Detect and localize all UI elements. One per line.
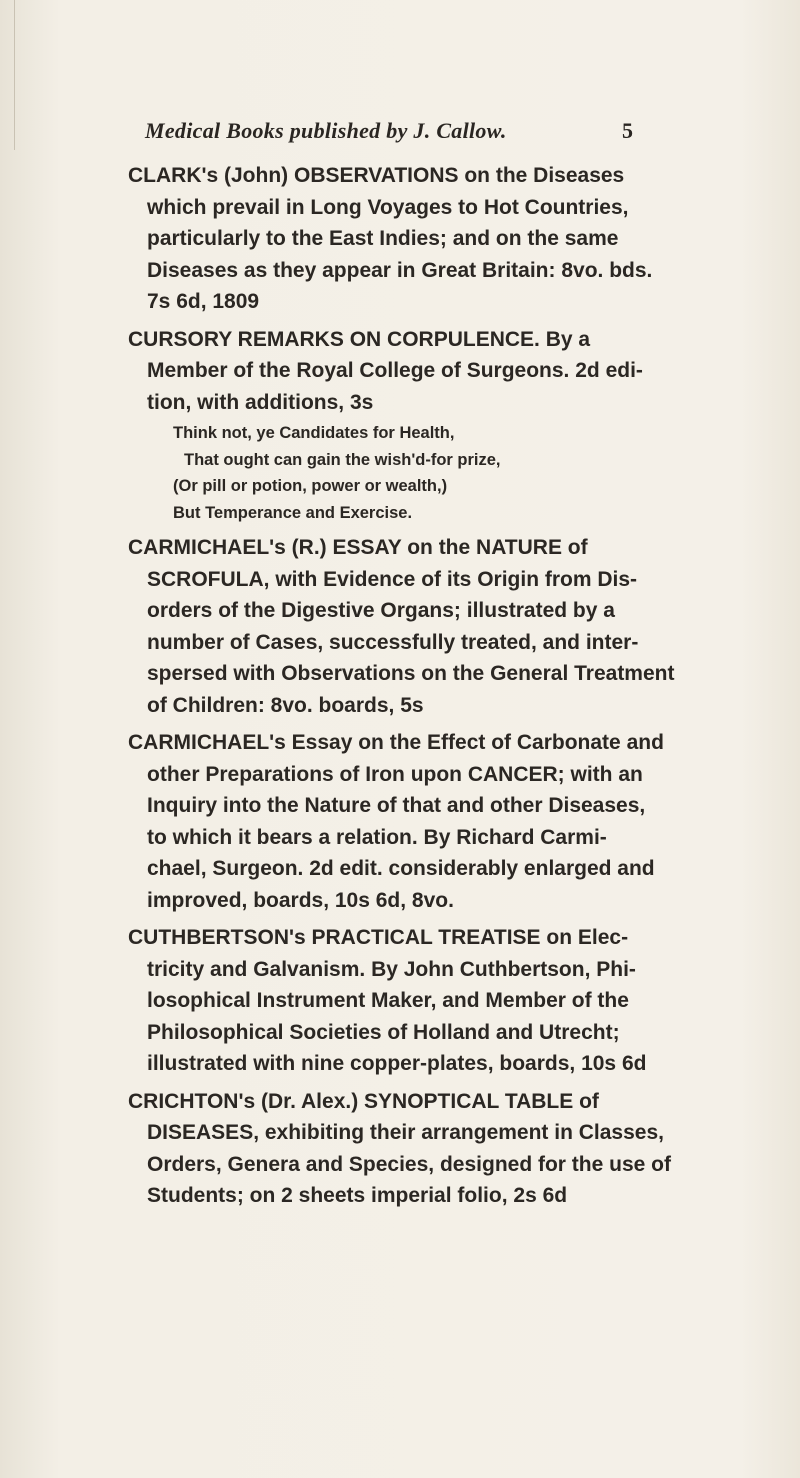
entry-line: which prevail in Long Voyages to Hot Countries,	[147, 195, 629, 219]
book-entry-crichton	[128, 1086, 728, 1212]
entry-line: illustrated with nine copper-plates, boards, 10s 6d	[147, 1052, 647, 1075]
entry-line: 7s 6d, 1809	[147, 290, 260, 313]
page-number: 5	[622, 118, 633, 143]
entry-line: losophical Instrument Maker, and Member of the	[147, 989, 629, 1012]
entry-line: Inquiry into the Nature of that and other Diseases,	[147, 794, 646, 817]
entry-line: tion, with additions, 3s	[147, 390, 374, 414]
entry-line: tricity and Galvanism. By John Cuthbertson, Phi-	[147, 957, 636, 981]
verse-line: But Temperance and Exercise.	[173, 503, 413, 522]
entry-line: DISEASES, exhibiting their arrangement in Classes,	[147, 1121, 664, 1144]
book-entry-corpulence	[128, 324, 728, 527]
entry-line: Member of the Royal College of Surgeons. 2d edi-	[147, 359, 643, 382]
entry-line: to which it bears a relation. By Richard Carmi-	[147, 825, 607, 849]
verse-line: That ought can gain the wish'd-for prize,	[184, 450, 501, 469]
entry-line: CLARK's (John) OBSERVATIONS on the Diseases	[128, 164, 625, 187]
book-entry-carmichael-scrofula	[128, 532, 728, 721]
entry-line: CARMICHAEL's (R.) ESSAY on the NATURE of	[128, 536, 588, 559]
entry-line: other Preparations of Iron upon CANCER; with an	[147, 762, 643, 786]
verse-line: Think not, ye Candidates for Health,	[173, 424, 455, 442]
book-entry-clark	[128, 160, 728, 318]
entry-line: of Children: 8vo. boards, 5s	[147, 693, 424, 717]
entry-line: CURSORY REMARKS ON CORPULENCE. By a	[128, 327, 591, 351]
book-list	[128, 160, 728, 1212]
page-edge-shadow	[14, 0, 15, 150]
entry-line: number of Cases, successfully treated, and inter-	[147, 630, 639, 654]
entry-line: spersed with Observations on the General Treatment	[147, 662, 675, 685]
epigraph-verse	[128, 420, 728, 526]
entry-line: particularly to the East Indies; and on the same	[147, 227, 619, 250]
entry-line: CRICHTON's (Dr. Alex.) SYNOPTICAL TABLE of	[128, 1089, 599, 1113]
entry-line: orders of the Digestive Organs; illustrated by a	[147, 599, 615, 622]
entry-line: Diseases as they appear in Great Britain: 8vo. bds.	[147, 258, 653, 282]
verse-line: (Or pill or potion, power or wealth,)	[173, 477, 448, 495]
running-head: Medical Books published by J. Callow.	[145, 118, 507, 143]
entry-line: Students; on 2 sheets imperial folio, 2s 6d	[147, 1184, 568, 1207]
entry-line: chael, Surgeon. 2d edit. considerably enlarged and	[147, 857, 655, 880]
book-entry-carmichael-cancer	[128, 727, 728, 916]
entry-line: CARMICHAEL's Essay on the Effect of Carbonate and	[128, 731, 664, 754]
book-entry-cuthbertson	[128, 922, 728, 1080]
entry-line: Philosophical Societies of Holland and Utrecht;	[147, 1020, 620, 1044]
entry-line: Orders, Genera and Species, designed for the use of	[147, 1152, 671, 1176]
entry-line: improved, boards, 10s 6d, 8vo.	[147, 888, 454, 912]
entry-line: SCROFULA, with Evidence of its Origin from Dis-	[147, 567, 638, 591]
entry-line: CUTHBERTSON's PRACTICAL TREATISE on Elec-	[128, 926, 629, 949]
